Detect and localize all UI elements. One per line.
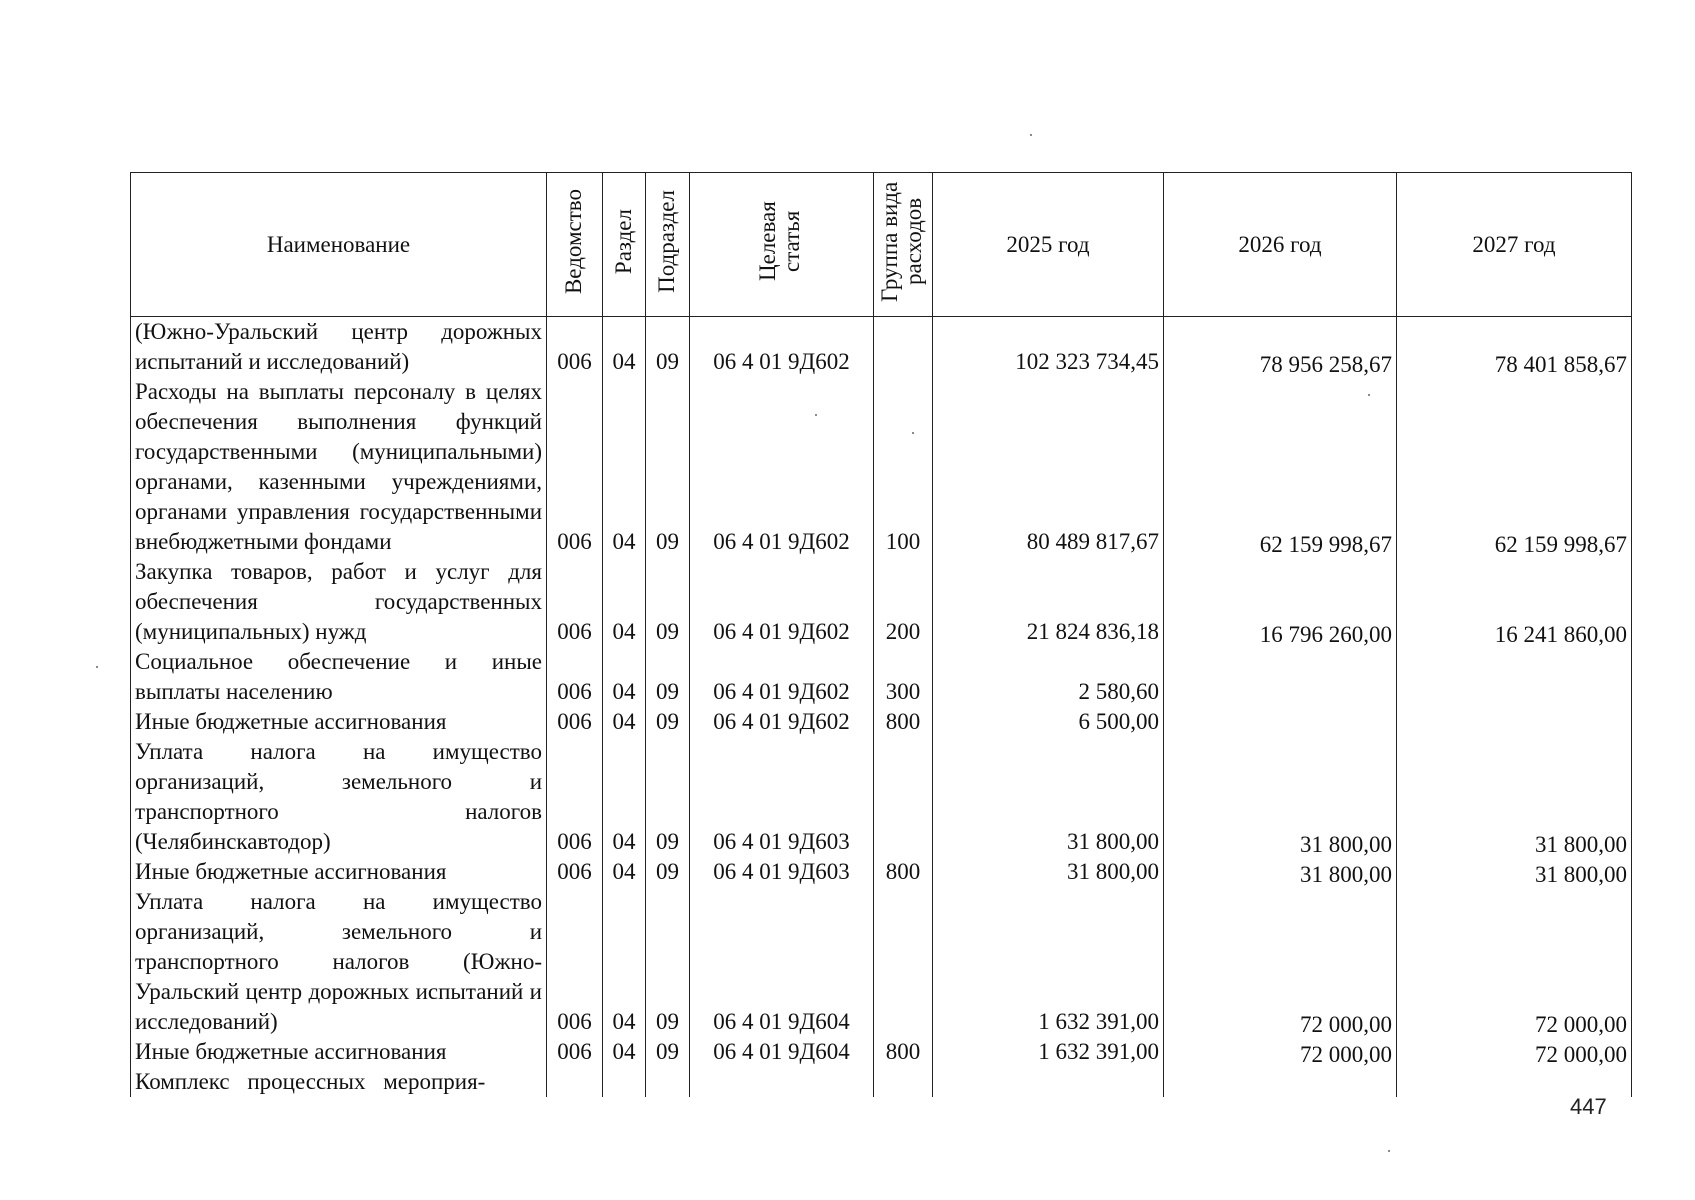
row-subsection: 09 (646, 317, 690, 378)
row-group: 800 (874, 707, 933, 737)
row-2027: 31 800,00 (1397, 860, 1632, 890)
row-subsection: 09 (646, 1037, 690, 1067)
row-group: 800 (874, 857, 933, 887)
table-row (131, 737, 1632, 857)
page-number: 447 (1570, 1094, 1607, 1119)
header-target-article: Целевая статья (690, 173, 874, 317)
row-2026: 31 800,00 (1164, 860, 1397, 890)
row-section: 04 (603, 557, 646, 647)
row-2027 (1397, 1067, 1632, 1097)
table-row (131, 857, 1632, 887)
header-section: Раздел (603, 173, 646, 317)
row-section: 04 (603, 887, 646, 1037)
row-name: Комплекс процессных мероприя- (131, 1067, 547, 1097)
row-section: 04 (603, 737, 646, 857)
row-dept: 006 (547, 557, 603, 647)
row-name: Социальное обеспечение и иные выплаты населению (131, 647, 547, 707)
row-group: 100 (874, 377, 933, 557)
row-article: 06 4 01 9Д602 (690, 707, 874, 737)
row-2025: 80 489 817,67 (933, 377, 1164, 557)
scan-speck (1388, 1150, 1390, 1152)
row-2025: 1 632 391,00 (933, 1037, 1164, 1067)
table-row (131, 887, 1632, 1037)
row-article: 06 4 01 9Д602 (690, 647, 874, 707)
row-2027: 78 401 858,67 (1397, 320, 1632, 381)
row-dept: 006 (547, 707, 603, 737)
header-subsection: Подраздел (646, 173, 690, 317)
row-2026 (1164, 1067, 1397, 1097)
row-subsection: 09 (646, 737, 690, 857)
scan-speck (1368, 394, 1370, 396)
header-name: Наименование (131, 173, 547, 317)
row-subsection: 09 (646, 377, 690, 557)
row-2025: 102 323 734,45 (933, 317, 1164, 378)
row-group (874, 317, 933, 378)
row-name: Иные бюджетные ассигнования (131, 857, 547, 887)
row-2026: 31 800,00 (1164, 740, 1397, 860)
table-row (131, 377, 1632, 557)
row-article: 06 4 01 9Д604 (690, 887, 874, 1037)
row-article (690, 1067, 874, 1097)
row-name: (Южно-Уральский центр дорожных испытаний и исследований) (131, 317, 547, 378)
row-dept (547, 1067, 603, 1097)
row-name: Уплата налога на имущество организаций, земельного и транспортного налогов (Южно-Уральский центр дорожных испытаний и исследований) (131, 887, 547, 1037)
row-2026 (1164, 710, 1397, 740)
header-dept: Ведомство (547, 173, 603, 317)
table-row (131, 707, 1632, 737)
row-2027: 72 000,00 (1397, 890, 1632, 1040)
row-name: Иные бюджетные ассигнования (131, 1037, 547, 1067)
row-2027 (1397, 710, 1632, 740)
row-2025: 6 500,00 (933, 707, 1164, 737)
row-section: 04 (603, 707, 646, 737)
row-2027: 62 159 998,67 (1397, 380, 1632, 560)
table-row (131, 317, 1632, 378)
row-article: 06 4 01 9Д603 (690, 857, 874, 887)
row-section: 04 (603, 857, 646, 887)
row-2026 (1164, 650, 1397, 710)
header-2026: 2026 год (1164, 173, 1397, 317)
row-2026: 72 000,00 (1164, 890, 1397, 1040)
row-subsection (646, 1067, 690, 1097)
row-section (603, 1067, 646, 1097)
row-name: Иные бюджетные ассигнования (131, 707, 547, 737)
row-2025: 31 800,00 (933, 737, 1164, 857)
row-2027: 72 000,00 (1397, 1040, 1632, 1070)
row-dept: 006 (547, 317, 603, 378)
row-group (874, 737, 933, 857)
row-2027 (1397, 650, 1632, 710)
row-article: 06 4 01 9Д604 (690, 1037, 874, 1067)
row-2027: 31 800,00 (1397, 740, 1632, 860)
row-article: 06 4 01 9Д602 (690, 377, 874, 557)
table-row (131, 647, 1632, 707)
header-2025: 2025 год (933, 173, 1164, 317)
row-subsection: 09 (646, 857, 690, 887)
row-2025: 21 824 836,18 (933, 557, 1164, 647)
table-row (131, 1067, 1632, 1097)
row-2025: 2 580,60 (933, 647, 1164, 707)
row-section: 04 (603, 377, 646, 557)
scan-speck (912, 432, 914, 434)
row-section: 04 (603, 1037, 646, 1067)
header-2027: 2027 год (1397, 173, 1632, 317)
row-group (874, 1067, 933, 1097)
row-dept: 006 (547, 857, 603, 887)
table-header-row (131, 173, 1632, 317)
row-2026: 72 000,00 (1164, 1040, 1397, 1070)
row-subsection: 09 (646, 647, 690, 707)
table-row (131, 557, 1632, 647)
row-section: 04 (603, 647, 646, 707)
row-2025 (933, 1067, 1164, 1097)
scan-speck (1030, 134, 1032, 136)
row-2026: 16 796 260,00 (1164, 560, 1397, 650)
row-group: 300 (874, 647, 933, 707)
row-name: Закупка товаров, работ и услуг для обеспечения государственных (муниципальных) нужд (131, 557, 547, 647)
row-dept: 006 (547, 377, 603, 557)
row-2026: 78 956 258,67 (1164, 320, 1397, 381)
row-name: Уплата налога на имущество организаций, земельного и транспортного налогов (Челябинскавтодор) (131, 737, 547, 857)
row-dept: 006 (547, 1037, 603, 1067)
row-2025: 31 800,00 (933, 857, 1164, 887)
row-dept: 006 (547, 737, 603, 857)
row-group: 800 (874, 1037, 933, 1067)
budget-table (130, 172, 1632, 1097)
scan-speck (96, 666, 98, 668)
scan-speck (815, 414, 817, 416)
row-dept: 006 (547, 647, 603, 707)
row-2027: 16 241 860,00 (1397, 560, 1632, 650)
row-subsection: 09 (646, 557, 690, 647)
row-section: 04 (603, 317, 646, 378)
row-group (874, 887, 933, 1037)
row-subsection: 09 (646, 887, 690, 1037)
row-2026: 62 159 998,67 (1164, 380, 1397, 560)
table-row (131, 1037, 1632, 1067)
row-article: 06 4 01 9Д602 (690, 317, 874, 378)
header-expense-group: Группа вида расходов (874, 173, 933, 317)
row-group: 200 (874, 557, 933, 647)
row-name: Расходы на выплаты персоналу в целях обеспечения выполнения функций государственными (муниципальными) органами, казенными учреждениями, органами управления государственными внебюджетными фондами (131, 377, 547, 557)
row-dept: 006 (547, 887, 603, 1037)
row-article: 06 4 01 9Д603 (690, 737, 874, 857)
row-2025: 1 632 391,00 (933, 887, 1164, 1037)
row-subsection: 09 (646, 707, 690, 737)
row-article: 06 4 01 9Д602 (690, 557, 874, 647)
